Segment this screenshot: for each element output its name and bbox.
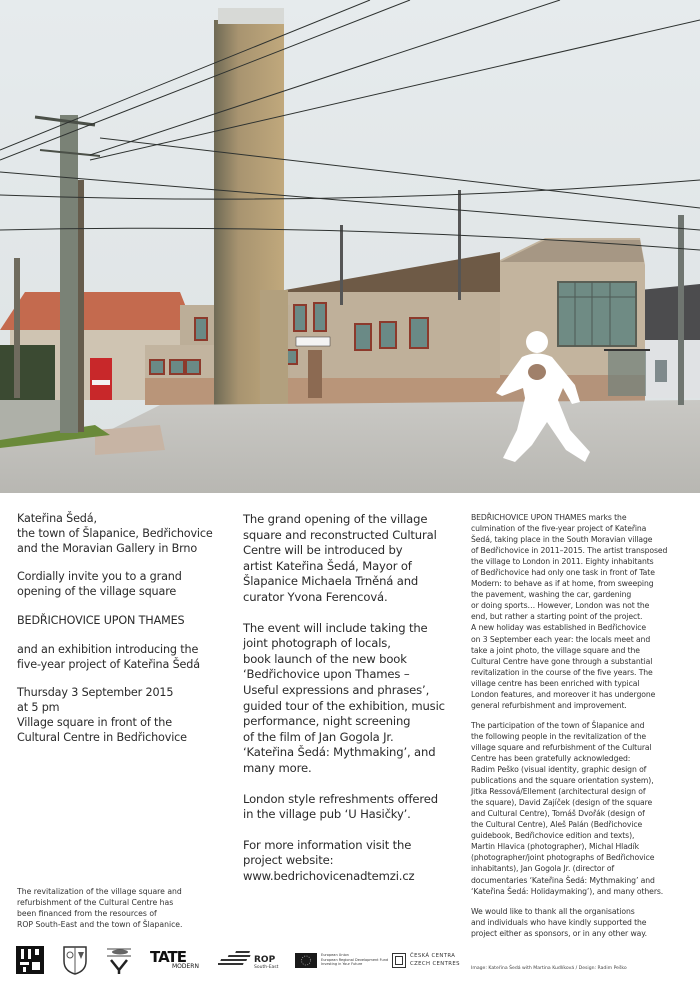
image-design-credit: Image: Kateřina Šedá with Martina Kudlíková / Design: Radim Peško — [471, 966, 627, 971]
hero-photo — [0, 0, 700, 493]
thanks-text: We would like to thank all the organisations and individuals who have kindly supported the project either as sponsors, or in any other way. — [471, 906, 647, 938]
program-text: The event will include taking the joint photograph of locals, book launch of the new book ‘Bedřichovice upon Thames – Useful expressions and phrases’, guided tour of the exhibition, music performance, night screening of the film of Jan Gogola Jr. ‘Kateřina Šedá: Mythmaking’, and many more. — [243, 620, 445, 775]
acknowledgements-text: The participation of the town of Šlapanice and the following people in the revitalization of the village square and refurbishment of the Cultural Centre has been gratefully acknowledged: Radim Peško (visual identity, graphic design of publications and the square orientation system), Jitka Ressová/Ellement (architectural design of the square), David Zajíček (design of the square and Cultural Centre), Tomáš Dvořák (design of the Cultural Centre), Aleš Palán (Bedřichovice guidebook, Bedřichovice edition and texts), Martin Hlavica (photographer), Michal Hladík (photographer/joint photographs of Bedřichovice inhabitants), Jan Gogola Jr. (director of documentaries ‘Kateřina Šedá: Mythmaking’ and ‘Kateřina Šedá: Holidaymaking’), and many others. — [471, 720, 664, 896]
right-house — [640, 284, 700, 398]
moravian-gallery-logo — [16, 942, 44, 978]
refreshments-text: London style refreshments offered in the village pub ‘U Hasičky’. — [243, 791, 438, 822]
project-title: BEDŘICHOVICE UPON THAMES — [17, 613, 185, 627]
rop-grid-icon — [218, 951, 252, 969]
invitation-text: Cordially invite you to a grand opening of the village square — [17, 570, 182, 599]
cultural-centre-sign — [296, 337, 330, 346]
bedrichovice-emblem-logo — [107, 942, 131, 978]
date-venue: Thursday 3 September 2015 at 5 pm Village square in front of the Cultural Centre in Bedřichovice — [17, 686, 187, 744]
sidewalk — [95, 425, 165, 455]
czech-centres-logo: ČESKÁ CENTRA CZECH CENTRES — [392, 942, 460, 978]
slapanice-crest-logo — [62, 942, 88, 978]
about-text: BEDŘICHOVICE UPON THAMES marks the culmination of the five-year project of Kateřina Šedá, taking place in the South Moravian village of Bedřichovice in 2011–2015. The artist transposed the village to London in 2011. Eighty inhabitants of Bedřichovice had only one task in front of Tate Modern: to behave as if at home, from sweeping the pavement, washing the car, gardening or doing sports… However, London was not the end, but rather a starting point of the project. A new holiday was established in Bedřichovice on 3 September each year: the locals meet and take a joint photo, the village square and the Cultural Centre have gone through a substantial revitalization in the course of the five years. The village centre has been enriched with typical London features, and moreover it has undergone general refurbishment and improvement. — [471, 513, 668, 710]
chimney — [214, 8, 288, 405]
event-details-column — [243, 512, 458, 884]
exhibition-text: and an exhibition introducing the five-year project of Kateřina Šedá — [17, 642, 200, 671]
eu-flag-icon — [295, 953, 317, 968]
more-info-text[interactable]: For more information visit the project website: www.bedrichovicenadtemzi.cz — [243, 837, 415, 883]
eu-fund-logo: European Union European Regional Development Fund Investing in Your Future — [295, 942, 388, 978]
village-square-photo — [0, 0, 700, 493]
rop-south-east-logo: ROP South-East — [218, 942, 278, 978]
sponsor-logos — [0, 942, 470, 978]
organisers: Kateřina Šedá, the town of Šlapanice, Bedřichovice and the Moravian Gallery in Brno — [17, 512, 213, 555]
opening-text: The grand opening of the village square and reconstructed Cultural Centre will be introduced by artist Kateřina Šedá, Mayor of Šlapanice Michaela Trněná and curator Yvona Ferencová. — [243, 512, 437, 604]
invitation-column — [17, 512, 232, 746]
project-description-column — [471, 512, 693, 939]
funding-footnote: The revitalization of the village square and refurbishment of the Cultural Centre has been financed from the resources of ROP South-East and the town of Šlapanice. — [17, 887, 183, 930]
czech-centres-icon — [392, 953, 406, 968]
bus-shelter — [608, 350, 646, 396]
tate-modern-logo: TATE MODERN — [150, 947, 199, 970]
